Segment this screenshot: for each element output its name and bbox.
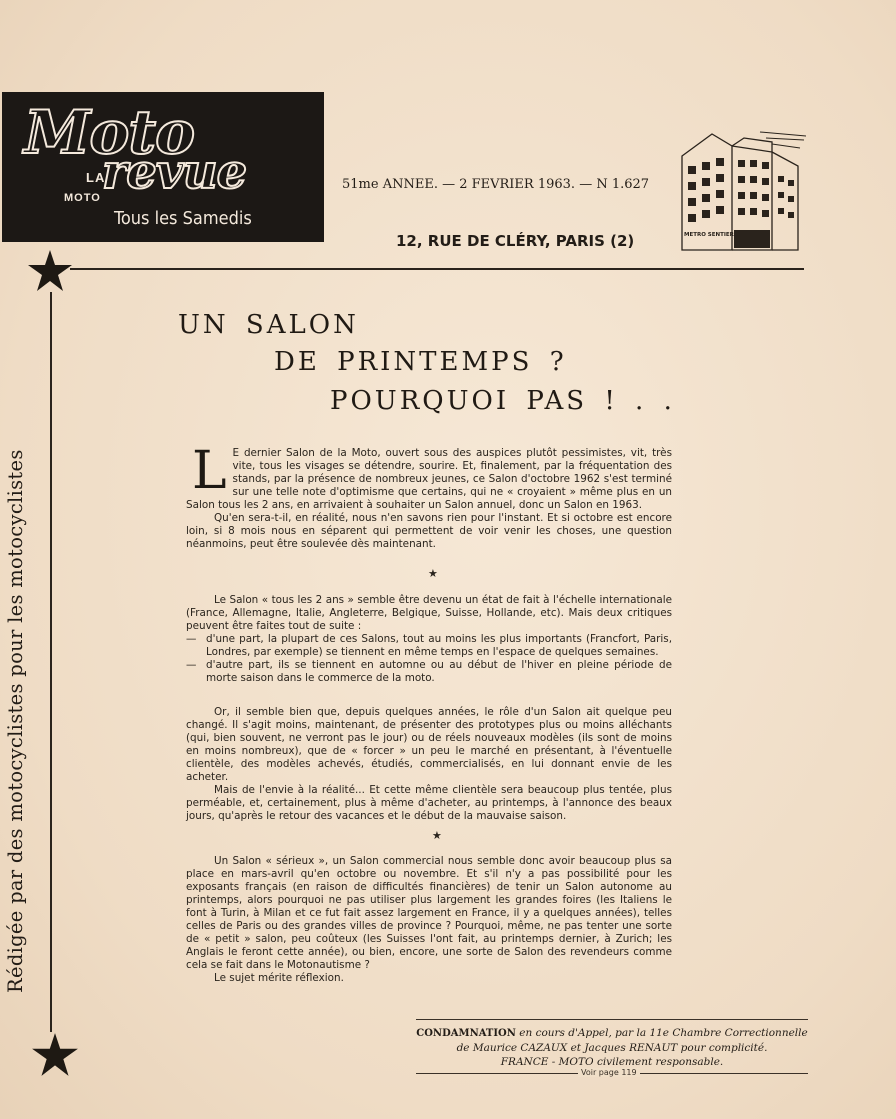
paragraph-text: E dernier Salon de la Moto, ouvert sous des auspices plutôt pessimistes, vit, très vite, tous les visages se détendre, sourire. Et, finalement, par la fréquentation des stands, par la présence de nombreux jeunes, ce Salon d'octobre 1962 s'est terminé sur une telle note d'optimisme que certains, qui ne « croyaient » même plus en un Salon tous les 2 ans, en arrivaient à souhaiter un Salon annuel, donc un Salon en 1963.	[186, 447, 672, 511]
list-item-text: d'une part, la plupart de ces Salons, tout au moins les plus importants (Francfort, Paris, Londres, par exemple) se tiennent en même temps en l'espace de quelques semaines.	[206, 633, 672, 658]
article-paragraph: Le sujet mérite réflexion.	[214, 972, 344, 984]
building-sign: METRO SENTIER	[684, 232, 734, 238]
article-list-item	[186, 659, 672, 685]
masthead-tagline: Tous les Samedis	[114, 208, 252, 229]
drop-cap: L	[192, 441, 227, 501]
article-title-line-2: DE PRINTEMPS ?	[274, 347, 567, 377]
building-illustration	[672, 126, 806, 254]
article-section-2	[186, 594, 672, 685]
logo-revue-word: revue	[102, 144, 247, 200]
notice-rule-top	[416, 1019, 808, 1020]
article-paragraph: Mais de l'envie à la réalité... Et cette même clientèle sera beaucoup plus tentée, plus perméable, et, certainement, plus à même d'acheter, au printemps, à l'annonce des beaux jours, qu'après le retour des vacances et le début de la mauvaise saison.	[186, 784, 672, 822]
list-dash: —	[186, 659, 197, 671]
section-separator-star: ★	[428, 568, 438, 580]
notice-text: de Maurice CAZAUX et Jacques RENAUT pour complicité.	[456, 1042, 768, 1054]
list-dash: —	[186, 633, 197, 645]
notice-lead: CONDAMNATION	[416, 1028, 516, 1039]
notice-text: FRANCE - MOTO civilement responsable.	[500, 1056, 724, 1068]
article-paragraph: Qu'en sera-t-il, en réalité, nous n'en savons rien pour l'instant. Et si octobre est encore loin, si 8 mois nous en séparent qui permettent de voir venir les choses, une question néanmoins, peut être soulevée dès maintenant.	[186, 512, 672, 550]
header-rule	[70, 268, 804, 270]
notice-text: en cours d'Appel, par la 11e Chambre Correctionnelle	[519, 1027, 808, 1039]
article-section-1	[186, 441, 672, 551]
article-list-item	[186, 633, 672, 659]
article-section-3	[186, 706, 672, 823]
logo-moto-word: Moto	[24, 98, 195, 168]
section-separator-star: ★	[432, 830, 442, 842]
logo-moto-small: MOTO	[64, 192, 101, 204]
side-vertical-motto: Rédigée par des motocyclistes pour les motocyclistes	[4, 449, 27, 993]
list-item-text: d'autre part, ils se tiennent en automne ou au début de l'hiver en pleine période de morte saison dans le commerce de la moto.	[206, 659, 672, 684]
condamnation-notice	[412, 1026, 812, 1069]
issue-info: 51me ANNEE. — 2 FEVRIER 1963. — N 1.627	[342, 177, 650, 192]
article-title-line-1: UN SALON	[178, 310, 359, 340]
publisher-address: 12, RUE DE CLÉRY, PARIS (2)	[396, 232, 635, 250]
article-title-line-3: POURQUOI PAS ! . .	[330, 386, 675, 416]
article-section-4	[186, 855, 672, 985]
masthead-logo-block	[2, 92, 324, 242]
logo-la: LA	[86, 170, 106, 185]
star-ornament-icon	[30, 1032, 80, 1078]
article-paragraph: Un Salon « sérieux », un Salon commercial nous semble donc avoir beaucoup plus sa place en mars-avril qu'en octobre ou novembre. Et s'il n'y a pas possibilité pour les exposants français (en raison de difficultés financières) de tenir un Salon autonome au printemps, alors pourquoi ne pas utiliser plus largement les grandes foires (les Italiens le font à Turin, à Milan et ce fut fait assez largement en France, il y a quelques années), telles celles de Paris ou des grandes villes de province ? Pourquoi, même, ne pas tenter une sorte de « petit » salon, peu coûteux (les Suisses l'ont fait, au printemps dernier, à Zurich; les Anglais le feront cette année), ou bien, encore, une sorte de Salon des revendeurs comme cela se fait dans le Motonautisme ?	[186, 855, 672, 971]
side-rule	[50, 292, 52, 1032]
see-page-reference[interactable]: Voir page 119	[578, 1068, 640, 1077]
article-paragraph	[186, 441, 672, 512]
article-paragraph: Or, il semble bien que, depuis quelques années, le rôle d'un Salon ait quelque peu changé. Il s'agit moins, maintenant, de présenter des prototypes plus ou moins alléchants (qui, bien souvent, ne verront pas le jour) ou de réels nouveaux modèles (ils sont de moins en moins nombreux), que de « forcer » un peu le marché en présentant, à l'éventuelle clientèle, des modèles achevés, étudiés, commercialisés, en lui donnant envie de les acheter.	[186, 706, 672, 783]
star-ornament-icon	[26, 249, 74, 293]
article-paragraph: Le Salon « tous les 2 ans » semble être devenu un état de fait à l'échelle internationale (France, Allemagne, Italie, Angleterre, Belgique, Suisse, Hollande, etc). Mais deux critiques peuvent être faites tout de suite :	[186, 594, 672, 632]
